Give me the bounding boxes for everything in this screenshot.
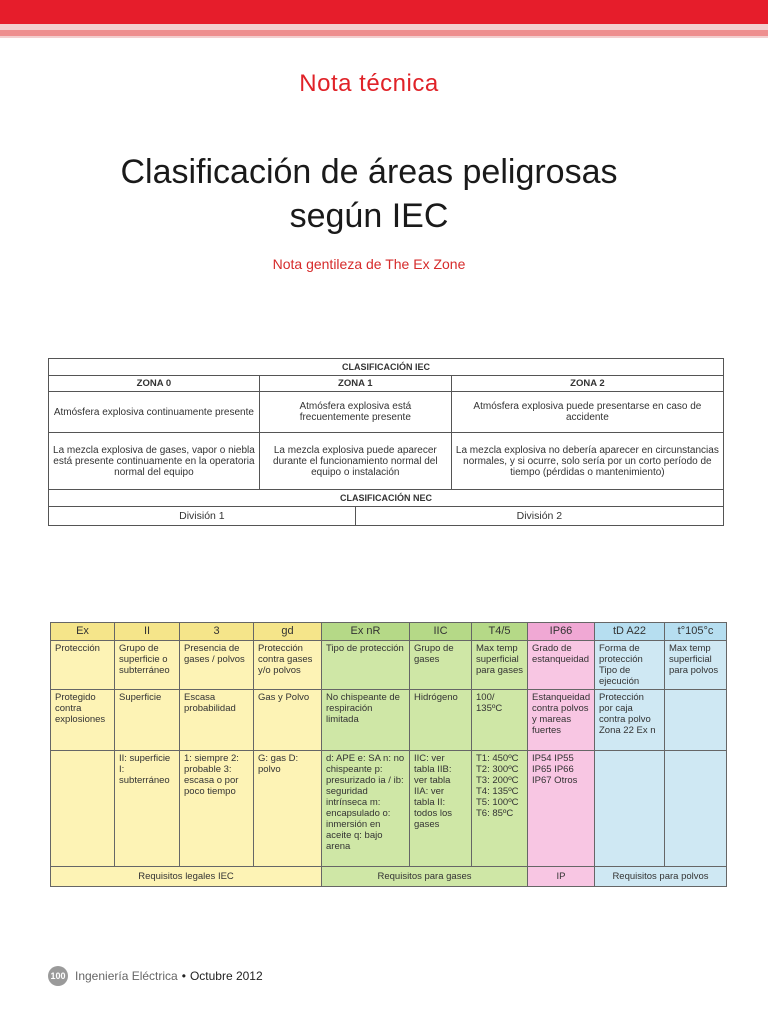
division-2: División 2 [355,507,723,526]
table-cell: 100/ 135ºC [472,690,528,751]
division-1: División 1 [49,507,356,526]
header-temp: t°105°c [665,623,727,641]
table-cell: Hidrógeno [410,690,472,751]
table-cell [665,690,727,751]
table-cell [665,751,727,867]
table-cell: Estanqueidad contra polvos y mareas fuertes [528,690,595,751]
zone-0: ZONA 0 [49,376,260,392]
page-footer [48,966,263,986]
table-cell [595,751,665,867]
top-stripe [0,30,768,36]
footer-ip: IP [528,867,595,887]
footer-gases: Requisitos para gases [322,867,528,887]
publication-date: Octubre 2012 [189,969,263,983]
footer-polvos: Requisitos para polvos [595,867,727,887]
iec-header: CLASIFICACIÓN IEC [49,359,724,376]
header-ex: Ex [51,623,115,641]
table-cell: IIC: ver tabla IIB: ver tabla IIA: ver tabla II: todos los gases [410,751,472,867]
table-cell: Grupo de gases [410,641,472,690]
header-ip66: IP66 [528,623,595,641]
table-cell: Presencia de gases / polvos [180,641,254,690]
header-t45: T4/5 [472,623,528,641]
table-cell: Grupo de superficie o subterráneo [115,641,180,690]
table-cell: Grado de estanqueidad [528,641,595,690]
zone-2: ZONA 2 [451,376,723,392]
footer-iec: Requisitos legales IEC [51,867,322,887]
bullet-icon: • [181,969,186,983]
zone-1-description: Atmósfera explosiva está frecuentemente presente [259,392,451,433]
zone-1-detail: La mezcla explosiva puede aparecer durante el funcionamiento normal del equipo o instalación [259,433,451,490]
header-iic: IIC [410,623,472,641]
page-title [0,150,738,238]
table-cell: Protegido contra explosiones [51,690,115,751]
nec-header: CLASIFICACIÓN NEC [49,490,724,507]
marking-table [50,622,727,887]
table-cell: Superficie [115,690,180,751]
table-cell: d: APE e: SA n: no chispeante p: presurizado ia / ib: seguridad intrínseca m: encapsulado o: inmersión en aceite q: bajo arena [322,751,410,867]
section-label: Nota técnica [299,70,439,97]
header-td-a22: tD A22 [595,623,665,641]
page-number: 100 [48,966,68,986]
table-cell: Escasa probabilidad [180,690,254,751]
zone-0-detail: La mezcla explosiva de gases, vapor o niebla está presente continuamente en la operatoria normal del equipo [49,433,260,490]
zone-2-description: Atmósfera explosiva puede presentarse en caso de accidente [451,392,723,433]
table-cell: Forma de protección Tipo de ejecución [595,641,665,690]
table-cell: Tipo de protección [322,641,410,690]
iec-classification-table [48,358,724,526]
table-cell: G: gas D: polvo [254,751,322,867]
table-cell: No chispeante de respiración limitada [322,690,410,751]
header-gd: gd [254,623,322,641]
table-cell: Max temp superficial para polvos [665,641,727,690]
table-cell: Max temp superficial para gases [472,641,528,690]
zone-0-description: Atmósfera explosiva continuamente presente [49,392,260,433]
table-cell: Gas y Polvo [254,690,322,751]
title-line-1: Clasificación de áreas peligrosas [120,153,618,191]
subtitle: Nota gentileza de The Ex Zone [272,256,466,272]
table-cell: II: superficie I: subterráneo [115,751,180,867]
table-cell: Protección por caja contra polvo Zona 22 Ex n [595,690,665,751]
table-cell: Protección contra gases y/o polvos [254,641,322,690]
top-red-bar [0,0,768,24]
zone-1: ZONA 1 [259,376,451,392]
title-line-2: según IEC [289,197,449,235]
zone-2-detail: La mezcla explosiva no debería aparecer en circunstancias normales, y si ocurre, solo sería por un corto período de tiempo (pérdidas o mantenimiento) [451,433,723,490]
table-cell: IP54 IP55 IP65 IP66 IP67 Otros [528,751,595,867]
header-3: 3 [180,623,254,641]
header-ex-nr: Ex nR [322,623,410,641]
header-ii: II [115,623,180,641]
table-cell: T1: 450ºC T2: 300ºC T3: 200ºC T4: 135ºC T5: 100ºC T6: 85ºC [472,751,528,867]
table-cell [51,751,115,867]
table-cell: Protección [51,641,115,690]
table-cell: 1: siempre 2: probable 3: escasa o por poco tiempo [180,751,254,867]
publication-name: Ingeniería Eléctrica [75,969,178,983]
